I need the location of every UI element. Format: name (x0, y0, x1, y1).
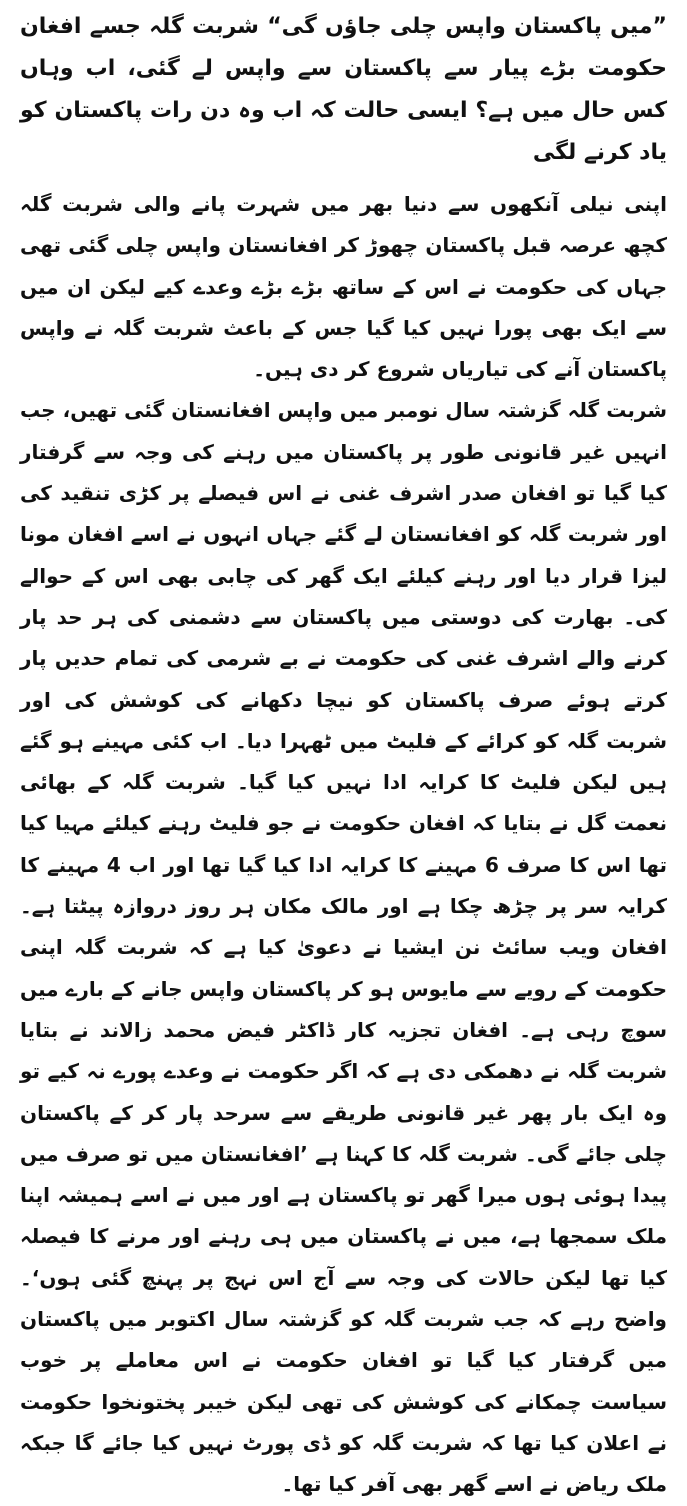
article-paragraph-body: شربت گلہ گزشتہ سال نومبر میں واپس افغانستان گئی تھیں، جب انہیں غیر قانونی طور پر پاکستان میں رہنے کی وجہ سے گرفتار کیا گیا تو افغان صدر اشرف غنی نے اس فیصلے پر کڑی تنقید کی اور شربت گلہ کو افغانستان لے گئے جہاں انہوں نے اسے افغان مونا لیزا قرار دیا اور رہنے کیلئے ایک گھر کی چابی بھی اس کے حوالے کی۔ بھارت کی دوستی میں پاکستان سے دشمنی کی ہر حد پار کرنے والے اشرف غنی کی حکومت نے بے شرمی کی تمام حدیں پار کرتے ہوئے صرف پاکستان کو نیچا دکھانے کی کوشش کی اور شربت گلہ کو کرائے کے فلیٹ میں ٹھہرا دیا۔ اب کئی مہینے ہو گئے ہیں لیکن فلیٹ کا کرایہ ادا نہیں کیا گیا۔ شربت گلہ کے بھائی نعمت گل نے بتایا کہ افغان حکومت نے جو فلیٹ رہنے کیلئے مہیا کیا تھا اس کا صرف 6 مہینے کا کرایہ ادا کیا گیا تھا اور اب 4 مہینے کا کرایہ سر پر چڑھ چکا ہے اور مالک مکان ہر روز دروازہ پیٹتا ہے۔ افغان ویب سائٹ نن ایشیا نے دعویٰ کیا ہے کہ شربت گلہ اپنی حکومت کے رویے سے مایوس ہو کر پاکستان واپس جانے کے بارے میں سوچ رہی ہے۔ افغان تجزیہ کار ڈاکٹر فیض محمد زالاند نے بتایا شربت گلہ نے دھمکی دی ہے کہ اگر حکومت نے وعدے پورے نہ کیے تو وہ ایک بار پھر غیر قانونی طریقے سے سرحد پار کر کے پاکستان چلی جائے گی۔ شربت گلہ کا کہنا ہے ’افغانستان میں تو صرف میں پیدا ہوئی ہوں میرا گھر تو پاکستان ہے اور میں نے اسے ہمیشہ اپنا ملک سمجھا ہے، میں نے پاکستان میں ہی رہنے اور مرنے کا فیصلہ کیا تھا لیکن حالات کی وجہ سے آج اس نہج پر پہنچ گئی ہوں‘۔ واضح رہے کہ جب شربت گلہ کو گزشتہ سال اکتوبر میں پاکستان میں گرفتار کیا گیا تو افغان حکومت نے اس معاملے پر خوب سیاست چمکانے کی کوشش کی تھی لیکن خیبر پختونخوا حکومت نے اعلان کیا تھا کہ شربت گلہ کو ڈی پورٹ نہیں کیا جائے گا جبکہ ملک ریاض نے اسے گھر بھی آفر کیا تھا۔ (20, 398, 667, 1497)
article-headline: ”میں پاکستان واپس چلی جاؤں گی“ شربت گلہ جسے افغان حکومت بڑے پیار سے پاکستان سے واپس لے گئی، اب وہاں کس حال میں ہے؟ ایسی حالت کہ اب وہ دن رات پاکستان کو یاد کرنے لگی (20, 14, 667, 165)
article-paragraph-intro: اپنی نیلی آنکھوں سے دنیا بھر میں شہرت پانے والی شربت گلہ کچھ عرصہ قبل پاکستان چھوڑ کر افغانستان واپس چلی گئی تھی جہاں کی حکومت نے اس کے ساتھ بڑے بڑے وعدے کیے لیکن ان میں سے ایک بھی پورا نہیں کیا گیا جس کے باعث شربت گلہ نے واپس پاکستان آنے کی تیاریاں شروع کر دی ہیں۔ (20, 192, 667, 382)
